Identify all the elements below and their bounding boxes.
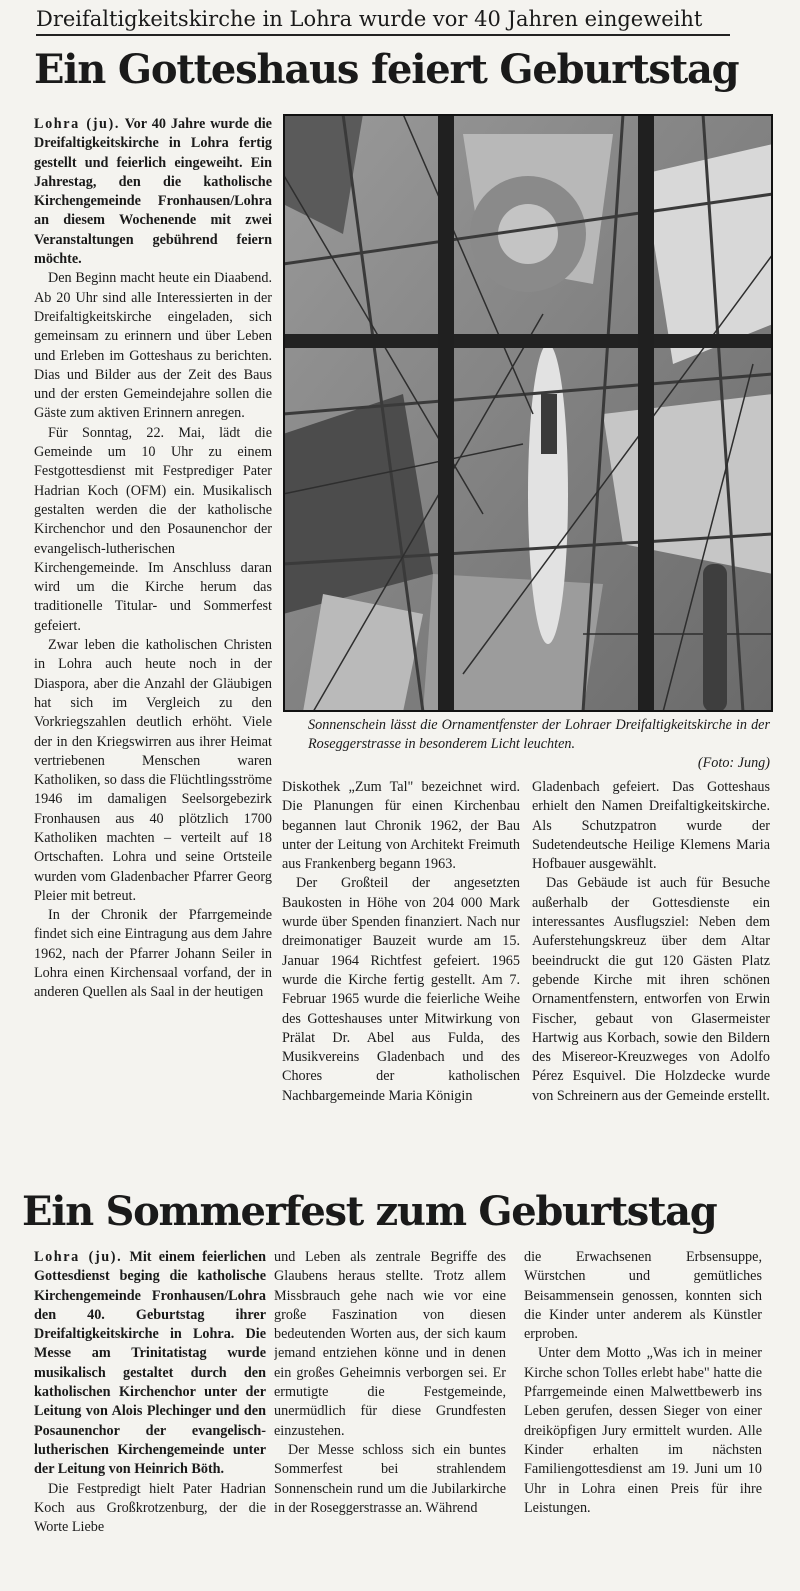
main-headline: Ein Gotteshaus feiert Geburtstag	[34, 46, 739, 93]
article2-lead-text: Mit einem feierlichen Gottesdienst beging die katholische Kirchengemeinde Fronhausen/Lohra den 40. Geburtstag ihrer Dreifaltigkeitskirche in Lohra. Die Messe am Trinitatistag wurde musikalisch gestaltet durch den katholischen Kirchenchor unter der Leitung von Alois Plechinger und den Posaunenchor der evangelisch-lutherischen Kirchengemeinde unter der Leitung von Heinrich Böth.	[34, 1249, 266, 1478]
article2-paragraph: die Erwachsenen Erbsensuppe, Würstchen und gemütliches Beisammensein genossen, konnten sich die Kinder unter anderem als Künstler erproben.	[524, 1249, 762, 1343]
photo-credit: (Foto: Jung)	[697, 755, 770, 771]
article1-paragraph: Der Großteil der angesetzten Baukosten in Höhe von 204 000 Mark wurde über Spenden finanziert. Nach nur dreimonatiger Bauzeit wurde am 15. Januar 1964 Richtfest gefeiert. 1965 wurde die Kirche fertig gestellt. Am 7. Februar 1965 wurde die feierliche Weihe des Gotteshauses unter Mitwirkung von Prälat Dr. Abel aus Fulda, des Musikvereins Gladenbach und des Chores der katholischen Nachbargemeinde Maria Königin	[282, 875, 520, 1104]
article2-lead-paragraph	[34, 1248, 266, 1480]
article1-paragraph: Zwar leben die katholischen Christen in Lohra auch heute noch in der Diaspora, aber die Anzahl der Gläubigen hat sich im Vergleich zu den Vorkriegszahlen deutlich erhöht. Viele der in den Kriegswirren aus ihrer Heimat vertriebenen Menschen waren Katholiken, so dass die Flüchtlingsströme 1946 im damaligen Seelsorgebezirk Fronhausen aus 40 plötzlich 1700 Katholiken machten – verteilt auf 18 Ortschaften. Lohra und seine Ortsteile wurden vom Gladenbacher Pfarrer Georg Pleier mit betreut.	[34, 637, 272, 904]
article1-paragraph: Den Beginn macht heute ein Diaabend. Ab 20 Uhr sind alle Interessierten in der Dreifaltigkeitskirche eingeladen, sich gemeinsam zu erinnern und über Leben und Erleben im Gotteshaus zu berichten. Dias und Bilder aus der Zeit des Baus und der ersten Gemeindejahre sollen die Gäste zum aktiven Erinnern anregen.	[34, 270, 272, 422]
article2-dateline: Lohra (ju).	[34, 1249, 123, 1265]
article1-lead-text: Vor 40 Jahre wurde die Dreifaltigkeitskirche in Lohra fertig gestellt und feierlich eingeweiht. Ein Jahrestag, den die katholische Kirchengemeinde Fronhausen/Lohra an diesem Wochenende mit zwei Veranstaltungen gebührend feiern möchte.	[34, 116, 272, 268]
article2-column-1	[34, 1248, 266, 1591]
photo-caption	[308, 716, 770, 773]
article1-lead-paragraph	[34, 115, 272, 269]
article1-dateline: Lohra (ju).	[34, 116, 121, 132]
article1-paragraph: Das Gebäude ist auch für Besuche außerhalb der Gottesdienste ein interessantes Ausflugsziel: Neben dem Auferstehungskreuz über dem Altar beeindruckt die gut 120 Gästen Platz gebende Kirche mit ihren schönen Ornamentfenstern, entworfen von Erwin Fischer, gebaut von Glasermeister Hartwig aus Korbach, sowie den Bildern des Misereor-Kreuzweges von Adolfo Pérez Esquivel. Die Holzdecke wurde von Schreinern aus der Gemeinde erstellt.	[532, 875, 770, 1104]
article1-column-1	[34, 115, 272, 1175]
article1-paragraph: In der Chronik der Pfarrgemeinde findet sich eine Eintragung aus dem Jahre 1962, nach der Pfarrer Johann Seiler in Lohra einen Kirchensaal vorfand, der in anderen Quellen als Saal in der heutigen	[34, 907, 272, 1001]
article1-column-3	[532, 778, 770, 1178]
article2-paragraph: Unter dem Motto „Was ich in meiner Kirche schon Tolles erlebt habe" hatte die Pfarrgemeinde einen Malwettbewerb ins Leben gerufen, dessen Sieger von einer dreiköpfigen Jury ermittelt wurden. Alle Kinder erhalten im nächsten Familiengottesdienst am 19. Juni um 10 Uhr in Lohra einen Preis für ihre Leistungen.	[524, 1345, 762, 1516]
article2-paragraph: Der Messe schloss sich ein buntes Sommerfest bei strahlendem Sonnenschein rund um die Jubilarkirche in der Roseggerstrasse an. Während	[274, 1441, 506, 1516]
article2-column-2	[274, 1248, 506, 1591]
article2-column-3	[524, 1248, 762, 1591]
stained-glass-window-photo	[283, 114, 773, 712]
caption-text: Sonnenschein lässt die Ornamentfenster der Lohraer Dreifaltigkeitskirche in der Roseggerstrasse in besonderem Licht leuchten.	[308, 717, 770, 752]
second-headline: Ein Sommerfest zum Geburtstag	[22, 1188, 717, 1235]
article1-paragraph: Gladenbach gefeiert. Das Gotteshaus erhielt den Namen Dreifaltigkeitskirche. Als Schutzpatron wurde der Sudetendeutsche Heilige Klemens Maria Hofbauer ausgewählt.	[532, 779, 770, 873]
article1-paragraph: Für Sonntag, 22. Mai, lädt die Gemeinde um 10 Uhr zu einem Festgottesdienst mit Festprediger Pater Hadrian Koch (OFM) ein. Musikalisch gestalten werden die der katholische Kirchenchor und den Posaunenchor der evangelisch-lutherischen Kirchengemeinde. Im Anschluss daran wird um die Kirche herum das traditionelle Titular- und Sommerfest gefeiert.	[34, 424, 272, 634]
article2-paragraph: Die Festpredigt hielt Pater Hadrian Koch aus Großkrotzenburg, der die Worte Liebe	[34, 1480, 266, 1536]
article1-column-2	[282, 778, 520, 1178]
kicker-line: Dreifaltigkeitskirche in Lohra wurde vor 40 Jahren eingeweiht	[36, 4, 730, 36]
article1-paragraph: Diskothek „Zum Tal" bezeichnet wird. Die Planungen für einen Kirchenbau begannen laut Chronik 1962, der Bau unter der Leitung von Architekt Freimuth aus Frankenberg begann 1963.	[282, 779, 520, 873]
article2-paragraph: und Leben als zentrale Begriffe des Glaubens heraus stellte. Trotz allem Missbrauch gehe nach wie vor eine große Faszination von diesen bedeutenden Worten aus, der sich kaum jemand entziehen könne und in denen ein großes Geheimnis verborgen sei. Er ermutigte die Festgemeinde, unermüdlich für diese Grundfesten einzustehen.	[274, 1249, 506, 1439]
